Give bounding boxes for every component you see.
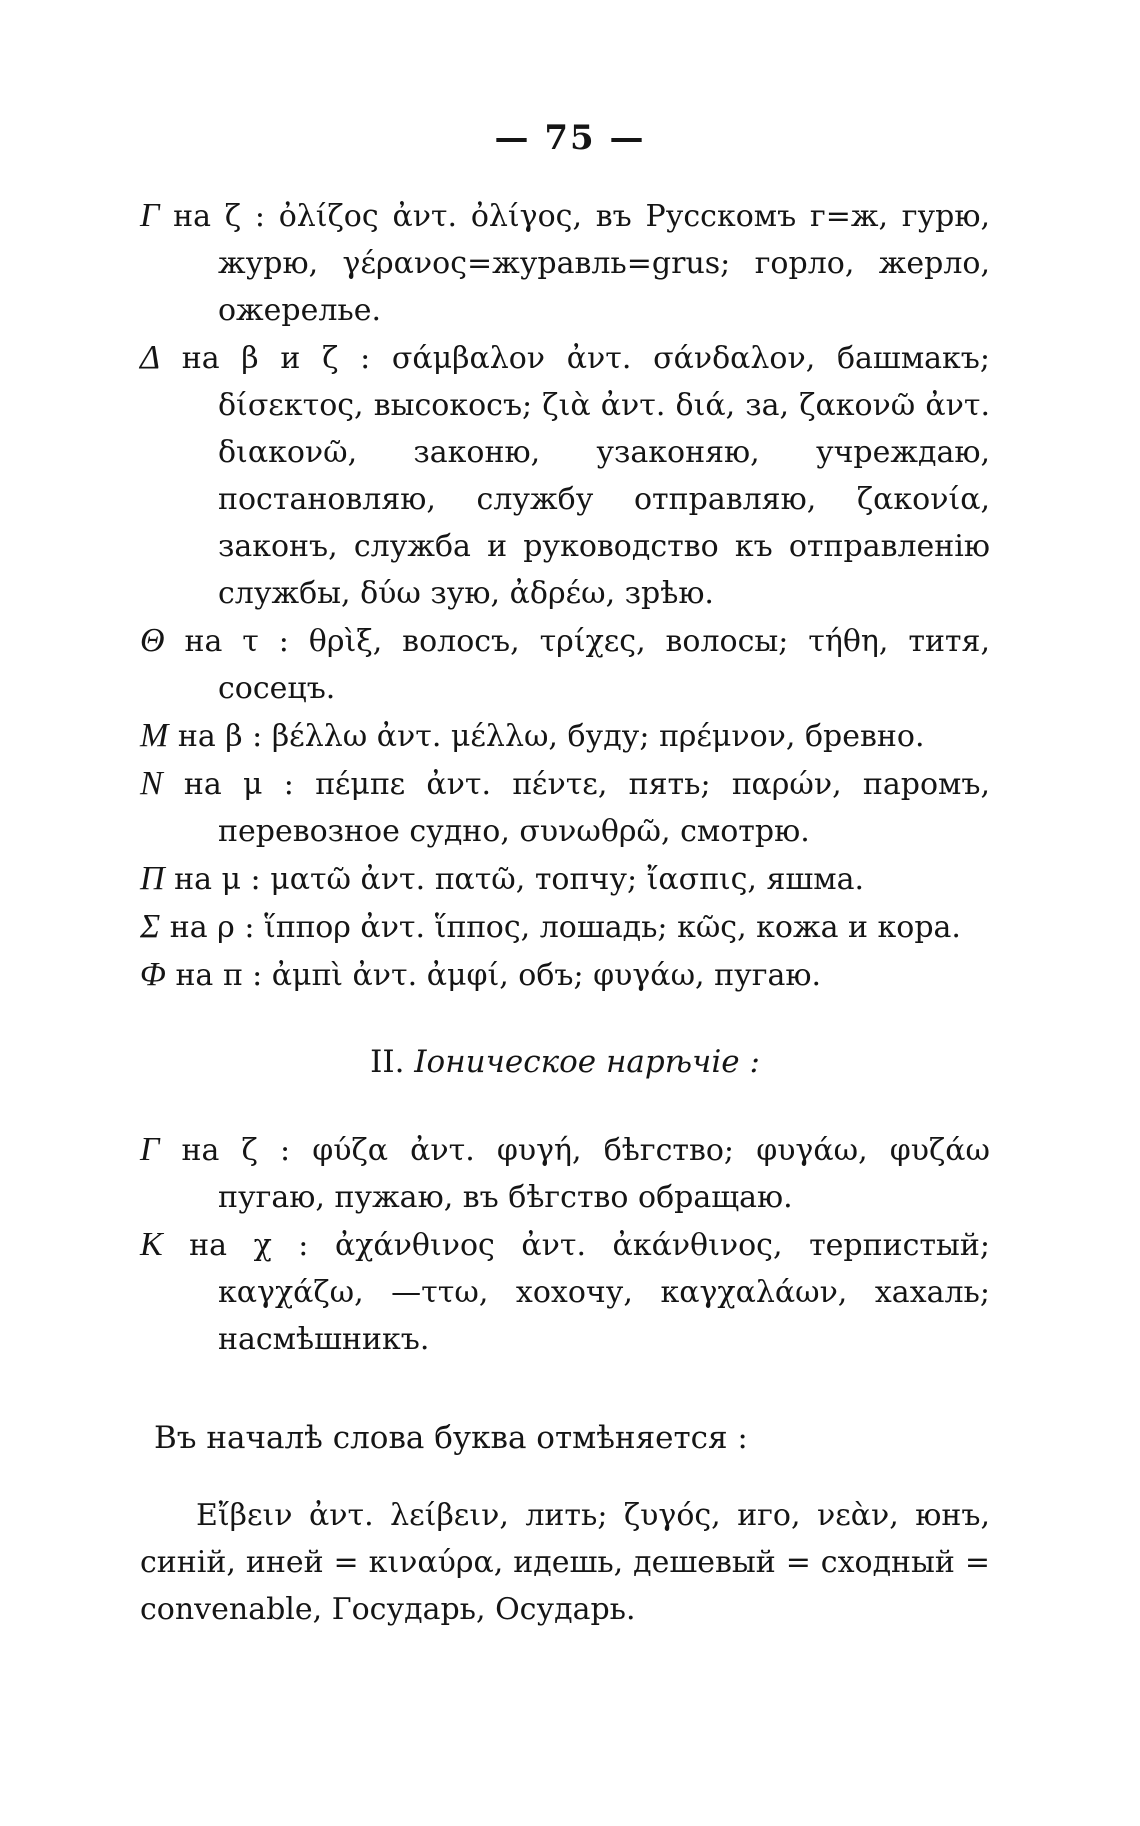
entry-phi	[140, 951, 990, 999]
entry-letter: К	[140, 1226, 163, 1263]
entry-letter: Δ	[140, 339, 160, 376]
entry-delta	[140, 334, 990, 617]
entry-gamma	[140, 192, 990, 334]
entry-text: на ζ : ὀλίζος ἀντ. ὀλίγος, въ Русскомъ г=ж, гурю, журю, γέρανος=журавль=grus; горло, жерло, ожерелье.	[173, 199, 990, 328]
intro-line: Въ началѣ слова буква отмѣняется :	[154, 1420, 748, 1456]
entry-text: на π : ἀμπὶ ἀντ. ἀμφί, объ; φυγάω, пугаю.	[175, 958, 822, 993]
entry-text: на β : βέλλω ἀντ. μέλλω, буду; πρέμνον, бревно.	[177, 719, 925, 754]
entry-letter: Μ	[140, 717, 169, 754]
entry-letter: Φ	[140, 956, 166, 993]
section-title: Іоническое нарѣчіе :	[414, 1044, 760, 1080]
entry-text: на τ : θρὶξ, волосъ, τρίχες, волосы; τήθη, титя, сосецъ.	[184, 624, 990, 706]
entry-text: на χ : ἀχάνθινος ἀντ. ἀκάνθινος, терпистый; καγχάζω, —ττω, хохочу, καγχαλάων, хахаль; насмѣшникъ.	[189, 1228, 990, 1357]
entry-letter: Θ	[140, 622, 165, 659]
entry-letter: Г	[140, 1131, 160, 1168]
entry-letter: Π	[140, 860, 165, 897]
entry-text: на β и ζ : σάμβαλον ἀντ. σάνδαλον, башмакъ; δίσεκτος, высокосъ; ζιὰ ἀντ. διά, за, ζακονῶ ἀντ. διακονῶ, законю, узаконяю, учреждаю, постановляю, службу отправляю, ζακονία, законъ, служба и руководство къ отправленію службы, δύω зую, ἀδρέω, зрѣю.	[181, 341, 990, 611]
entry-gamma-ionic	[140, 1126, 990, 1221]
page-body	[140, 192, 990, 1633]
entry-nu	[140, 760, 990, 855]
entry-letter: Г	[140, 197, 160, 234]
entry-mu	[140, 712, 990, 760]
section-one	[140, 192, 990, 999]
entry-letter: Σ	[140, 908, 161, 945]
entry-letter: Ν	[140, 765, 163, 802]
entry-pi	[140, 855, 990, 903]
section-two-heading	[140, 1039, 990, 1086]
entry-text: на μ : πέμπε ἀντ. πέντε, пять; παρών, паромъ, перевозное судно, συνωθρῶ, смотрю.	[183, 767, 990, 849]
section-number: II.	[370, 1044, 405, 1080]
entry-kappa-ionic	[140, 1221, 990, 1363]
section-two	[140, 1126, 990, 1363]
page-number: — 75 —	[494, 118, 646, 158]
entry-text: на μ : ματῶ ἀντ. πατῶ, топчу; ἴασπις, яшма.	[174, 862, 865, 897]
entry-theta	[140, 617, 990, 712]
entry-text: на ρ : ἵππορ ἀντ. ἵππος, лошадь; κῶς, кожа и кора.	[169, 910, 961, 945]
entry-sigma	[140, 903, 990, 951]
example-paragraph: Εἴβειν ἀντ. λείβειν, лить; ζυγός, иго, νεὰν, юнъ, синій, иней = κιναύρα, идешь, дешевый = сходный = convenable, Государь, Осударь.	[140, 1498, 990, 1627]
entry-text: на ζ : φύζα ἀντ. φυγή, бѣгство; φυγάω, φυζάω пугаю, пужаю, въ бѣгство обращаю.	[181, 1133, 990, 1215]
